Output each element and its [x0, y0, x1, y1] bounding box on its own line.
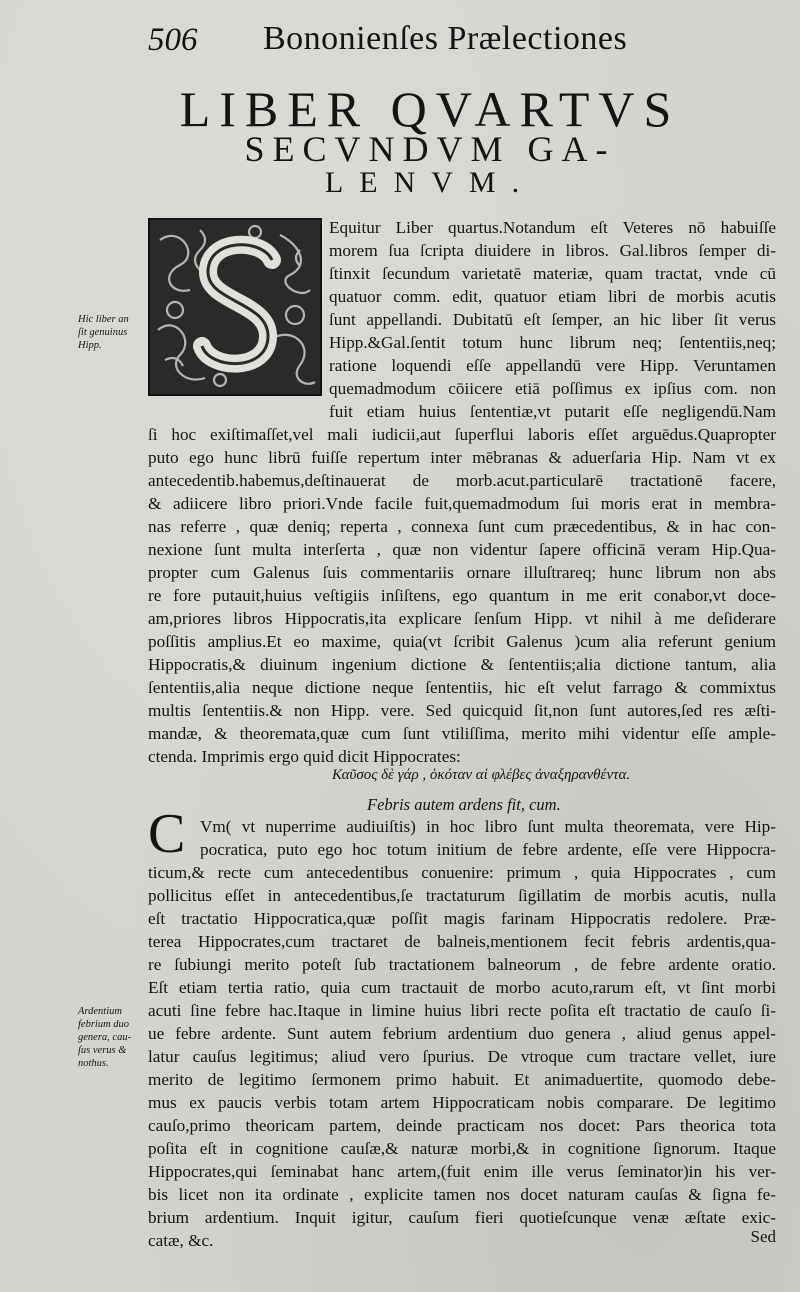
paragraph-1: [148, 216, 776, 768]
text-line: latur cauſus legitimus; aliud vero ſpurius. De vtroque cum tractare vellet, iure: [148, 1047, 776, 1066]
text-line: nexione ſunt multa interſerta , quæ non videntur ſapere officinā veram Hip.Qua-: [148, 540, 776, 559]
text-line: terea Hippocrates,cum tractaret de balneis,mentionem fecit febris ardentis,qua-: [148, 932, 776, 951]
greek-quote: Καῦσος δὲ γάρ , ὁκόταν αἱ φλέβες ἀναξηρανθέντα.: [332, 767, 631, 783]
text-line: Equitur Liber quartus.Notandum eſt Veteres nō habuiſſe: [329, 218, 776, 237]
text-line: ſtinxit ſecundum varietatē materiæ, quam tractat, vnde cū: [329, 264, 776, 283]
text-line: Hippocrates,qui ſeminabat hanc artem,(fuit enim ille verus ſeminator)in his ver-: [148, 1162, 776, 1181]
text-line: quatuor comm. edit, quatuor etiam libri de morbis acutis: [329, 287, 776, 306]
text-line: nas referre , quæ deniq; reperta , connexa ſunt cum præcedentibus, & in hac con-: [148, 517, 776, 536]
text-line: ratione loquendi eſſe appellandū vere Hipp. Veruntamen: [329, 356, 776, 375]
text-line: eſt tractatio Hippocratica,quæ poſſit magis farinam Hippocratis redolere. Præ-: [148, 909, 776, 928]
text-line: puto ego hunc librū fuiſſe repertum inter mēbranas & aduerſaria Hip. Nam vt ex: [148, 448, 776, 467]
text-line: ſunt appellandi. Dubitatū eſt ſemper, an hic liber ſit verus: [329, 310, 776, 329]
book-title-line-1: LIBER QVARTVS: [179, 81, 681, 137]
text-line: propter cum Galenus ſuis commentariis ornare illuſtrareq; hunc librum non abs: [148, 563, 776, 582]
text-line: antecedentib.habemus,deſtinauerat de morb.acut.particularē tractationē facere,: [148, 471, 776, 490]
text-line: Eſt etiam tertia ratio, quia cum tractauit de morbo acuto,rarum eſt, vt ſint morbi: [148, 978, 776, 997]
text-line: mus ex paucis verbis totam artem Hippocraticam nobis comparare. De legitimo: [148, 1093, 776, 1112]
text-line: acuti ſine febre hac.Itaque in limine huius libri recte poſita eſt tractatio de cauſo ſi-: [148, 1001, 776, 1020]
latin-heading: Febris autem ardens fit, cum.: [367, 795, 561, 814]
text-line: cauſo,primo theoricam partem, deinde practicam nos docet: Pars theorica tota: [148, 1116, 776, 1135]
text-line: ſi hoc exiſtimaſſet,vel mali iudicii,aut ſuperflui laboris eſſet arguēdus.Quapropter: [148, 425, 776, 444]
text-line: am,priores libros Hippocratis,ita explicare ſenſum Hipp. vt nihil à me deſiderare: [148, 609, 776, 628]
initial-c: C: [148, 803, 186, 865]
catchword: Sed: [750, 1227, 776, 1246]
text-line: re ſubiungi merito poteſt ſub tractationem balneorum , de febre ardente oratio.: [148, 955, 776, 974]
margin-note-genuine: Hic liber an ſit genuinus Hipp.: [78, 314, 129, 351]
text-line: fuit etiam huius ſententiæ,vt putarit eſſe negligendū.Nam: [329, 402, 776, 421]
text-line: merito de legitimo ſermonem primo habuit. Et animaduertite, quomodo debe-: [148, 1070, 776, 1089]
page-number: 506: [148, 22, 198, 58]
text-line: poſita eſt in cognitione cauſæ,& naturæ morbi,& in cognitione ſignorum. Itaque: [148, 1139, 776, 1158]
book-title-line-2: SECVNDVM GA-: [244, 129, 616, 169]
text-line: multis ſententiis.& non Hipp. vere. Sed quicquid ſit,non ſunt autores,ſed res æſti-: [148, 701, 776, 720]
text-line: brium ardentium. Inquit igitur, cauſum fieri quotieſcunque venæ æſtate exic-: [148, 1208, 776, 1227]
text-line: Hipp.&Gal.ſentit totum hunc librum neq; ſententiis,neq;: [329, 333, 776, 352]
text-line: ue febre ardente. Sunt autem febrium ardentium duo genera , aliud genus appel-: [148, 1024, 776, 1043]
text-line: pollicitus eſſet in antecedentibus,ſe tractaturum ſigillatim de morbis acutis, nulla: [148, 886, 776, 905]
text-line: & adiicere libro priori.Vnde facile fuit,quemadmodum ſui moris erat in membra-: [148, 494, 776, 513]
text-line: catæ, &c.: [148, 1231, 214, 1250]
text-line: Vm( vt nuperrime audiuiſtis) in hoc libro ſunt multa theoremata, vere Hip-: [200, 817, 776, 836]
text-line: ctenda. Imprimis ergo quid dicit Hippocrates:: [148, 747, 461, 766]
paragraph-2: [148, 815, 776, 1252]
text-line: Hippocratis,& diuinum ingenium dictione & ſententiis;alia dictione tantum, alia: [148, 655, 776, 674]
text-line: quemadmodum cōiicere etiā poſſimus ex ipſius com. non: [329, 379, 776, 398]
book-title-line-3: LENVM.: [324, 166, 536, 199]
text-line: poſſitis amplius.Et eo maxime, quia(vt ſcribit Galenus )cum alia referunt genium: [148, 632, 776, 651]
running-title: Bononienſes Prælectiones: [263, 20, 628, 57]
text-line: morem ſua ſcripta diuidere in libros. Gal.libros ſemper di-: [329, 241, 776, 260]
margin-note-fever-types: Ardentium febrium duo genera, cau- ſus verus & nothus.: [78, 1006, 132, 1069]
text-line: re fore putauit,huius veſtigiis inſiſtens, ego quantum in me erit conabor,vt doce-: [148, 586, 776, 605]
text-line: ſententiis,alia neque dictione neque ſententiis, hic eſt velut farrago & commixtus: [148, 678, 776, 697]
text-line: ticum,& recte cum antecedentibus conuenire: primum , quia Hippocrates , cum: [148, 863, 776, 882]
text-line: bis licet non ita ordinate , explicite tamen nos docet naturam cauſas & ſigna fe-: [148, 1185, 776, 1204]
text-line: mandæ, & theoremata,quæ cum ſunt vtiliſſima, merito mihi videntur eſſe ample-: [148, 724, 776, 743]
text-line: pocratica, puto ego hoc totum initium de febre ardente, eſſe vere Hippocra-: [200, 840, 776, 859]
